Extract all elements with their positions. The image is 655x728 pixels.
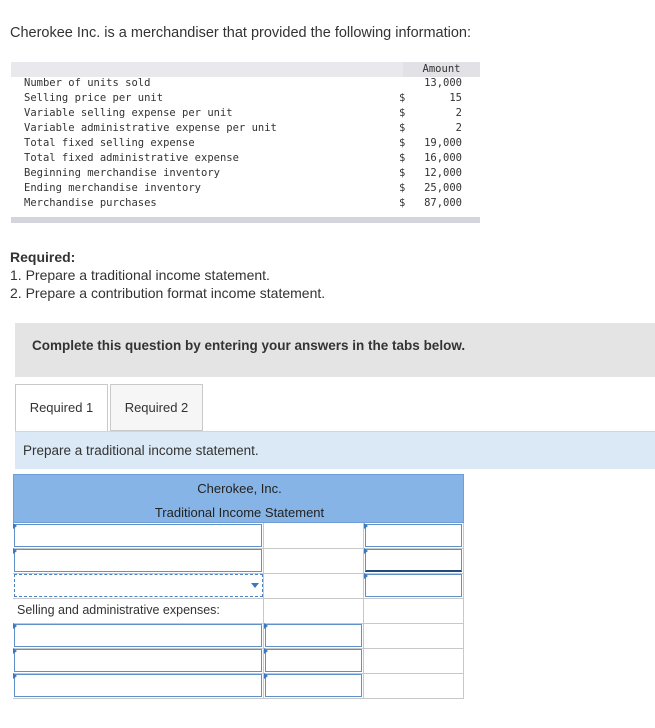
- amount-input[interactable]: [265, 624, 362, 647]
- info-row: [11, 92, 480, 107]
- label-dropdown[interactable]: [14, 574, 263, 597]
- info-label: Number of units sold: [24, 77, 151, 89]
- row-marker-icon: [364, 523, 368, 529]
- total-input[interactable]: [365, 549, 462, 572]
- statement-title: Traditional Income Statement: [154, 505, 325, 520]
- info-value: 87,000: [424, 197, 462, 209]
- info-label: Variable selling expense per unit: [24, 107, 233, 119]
- row-marker-icon: [264, 673, 268, 679]
- income-statement-form: [13, 474, 464, 704]
- amount-input[interactable]: [265, 649, 362, 672]
- required-item: 2. Prepare a contribution format income statement.: [10, 285, 326, 301]
- label-cell: [13, 548, 263, 573]
- total-cell: [363, 648, 464, 673]
- label-input[interactable]: [14, 524, 262, 547]
- label-input[interactable]: [14, 549, 262, 572]
- total-cell: [363, 573, 464, 598]
- info-row: [11, 167, 480, 182]
- info-value: 2: [455, 107, 462, 119]
- info-label: Total fixed selling expense: [24, 137, 195, 149]
- info-row: [11, 77, 480, 92]
- tab-instruction-bar: [15, 431, 655, 469]
- info-currency: $: [399, 92, 406, 104]
- amount-input[interactable]: [265, 674, 362, 697]
- info-row: [11, 137, 480, 152]
- tab-required-1[interactable]: Required 1: [15, 384, 108, 432]
- info-bottom-band: [11, 217, 480, 223]
- info-row: [11, 107, 480, 122]
- intro-text: Cherokee Inc. is a merchandiser that provided the following information:: [10, 25, 472, 41]
- sa-expenses-label: Selling and administrative expenses:: [17, 603, 220, 617]
- row-marker-icon: [364, 548, 368, 554]
- chevron-down-icon: [251, 583, 259, 588]
- info-label: Variable administrative expense per unit: [24, 122, 277, 134]
- statement-header: [13, 474, 464, 523]
- row-marker-icon: [13, 673, 17, 679]
- info-row: [11, 182, 480, 197]
- amount-cell: [263, 573, 363, 598]
- info-currency: $: [399, 137, 406, 149]
- amount-cell: [263, 548, 363, 573]
- info-currency: $: [399, 107, 406, 119]
- label-cell: [13, 598, 263, 623]
- company-name: Cherokee, Inc.: [197, 481, 282, 496]
- amount-cell: [263, 623, 363, 648]
- label-input[interactable]: [14, 649, 262, 672]
- tab-required-2[interactable]: Required 2: [110, 384, 203, 431]
- statement-row: [13, 673, 464, 699]
- total-cell: [363, 548, 464, 573]
- info-row: [11, 152, 480, 167]
- label-input[interactable]: [14, 624, 262, 647]
- required-item: 1. Prepare a traditional income statement.: [10, 267, 270, 283]
- info-currency: $: [399, 182, 406, 194]
- info-row: [11, 197, 480, 212]
- label-cell: [13, 573, 263, 598]
- info-value: 15: [449, 92, 462, 104]
- total-cell: [363, 598, 464, 623]
- statement-row: [13, 648, 464, 674]
- amount-cell: [263, 648, 363, 673]
- total-cell: [363, 673, 464, 698]
- label-cell: [13, 673, 263, 698]
- row-marker-icon: [13, 548, 17, 554]
- total-cell: [363, 623, 464, 648]
- statement-row: [13, 573, 464, 599]
- total-cell: [363, 523, 464, 548]
- info-currency: $: [399, 197, 406, 209]
- banner-text: Complete this question by entering your answers in the tabs below.: [32, 338, 466, 353]
- info-label: Total fixed administrative expense: [24, 152, 239, 164]
- label-cell: [13, 523, 263, 548]
- tab-instruction: Prepare a traditional income statement.: [23, 443, 259, 458]
- info-currency: $: [399, 167, 406, 179]
- statement-row: [13, 523, 464, 549]
- info-label: Beginning merchandise inventory: [24, 167, 220, 179]
- info-table: [11, 62, 480, 223]
- info-currency: $: [399, 122, 406, 134]
- row-marker-icon: [13, 523, 17, 529]
- required-heading: Required:: [10, 249, 76, 265]
- amount-header: Amount: [422, 63, 461, 75]
- row-marker-icon: [13, 648, 17, 654]
- amount-cell: [263, 523, 363, 548]
- total-input[interactable]: [365, 574, 462, 597]
- info-label: Merchandise purchases: [24, 197, 157, 209]
- instructions-banner: [15, 323, 655, 377]
- info-value: 13,000: [424, 77, 462, 89]
- info-value: 2: [455, 122, 462, 134]
- statement-row: [13, 623, 464, 649]
- info-value: 16,000: [424, 152, 462, 164]
- label-cell: [13, 623, 263, 648]
- statement-row: [13, 548, 464, 574]
- statement-row: [13, 598, 464, 624]
- info-row: [11, 122, 480, 137]
- info-label: Ending merchandise inventory: [24, 182, 202, 194]
- label-cell: [13, 648, 263, 673]
- info-value: 25,000: [424, 182, 462, 194]
- row-marker-icon: [13, 623, 17, 629]
- info-currency: $: [399, 152, 406, 164]
- info-value: 12,000: [424, 167, 462, 179]
- label-input[interactable]: [14, 674, 262, 697]
- info-label: Selling price per unit: [24, 92, 164, 104]
- amount-cell: [263, 673, 363, 698]
- total-input[interactable]: [365, 524, 462, 547]
- info-value: 19,000: [424, 137, 462, 149]
- row-marker-icon: [264, 648, 268, 654]
- required-section: [10, 248, 325, 302]
- amount-cell: [263, 598, 363, 623]
- row-marker-icon: [264, 623, 268, 629]
- row-marker-icon: [364, 573, 368, 579]
